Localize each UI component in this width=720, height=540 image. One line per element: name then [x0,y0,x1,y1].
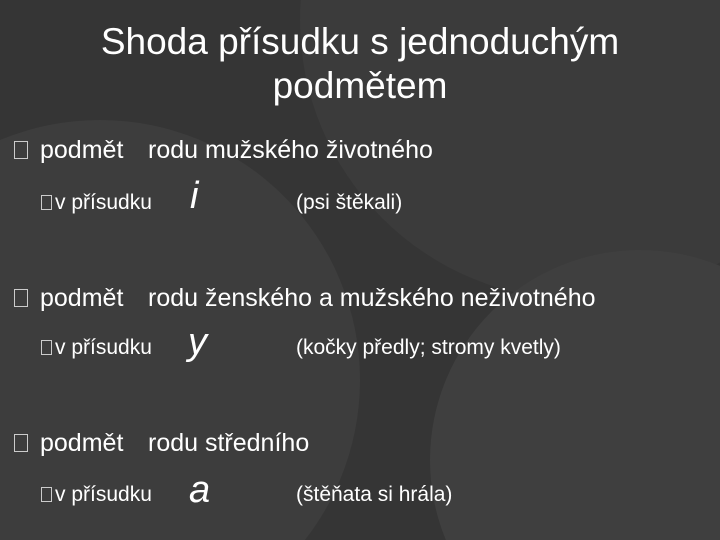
ending-letter: y [188,321,207,363]
slide-title: Shoda přísudku s jednoduchým podmětem [100,21,620,106]
bullet-subject-rest: rodu mužského životného [148,136,433,164]
bullet-item-3 [14,428,309,458]
sub-bullet-item-2 [41,335,152,361]
bullet-subject-word: podmět [40,284,124,312]
ending-letter: i [190,175,199,217]
square-sub-bullet-icon [41,340,52,355]
example-text: (štěňata si hrála) [296,483,453,506]
example-text: (psi štěkali) [296,191,403,214]
sub-bullet-item-1 [41,190,152,216]
square-bullet-icon [14,434,28,452]
bullet-subject-rest: rodu ženského a mužského neživotného [148,284,596,312]
background-decoration [0,120,360,540]
bullet-item-1 [14,135,433,165]
ending-letter: a [189,469,211,511]
bullet-item-2 [14,283,596,313]
example-text: (kočky předly; stromy kvetly) [296,336,561,359]
bullet-subject-word: podmět [40,136,124,164]
sub-bullet-item-3 [41,482,152,508]
square-sub-bullet-icon [41,195,52,210]
bullet-subject-word: podmět [40,429,124,457]
square-sub-bullet-icon [41,487,52,502]
square-bullet-icon [14,289,28,307]
sub-bullet-prefix: v přísudku [55,191,152,214]
square-bullet-icon [14,141,28,159]
bullet-subject-rest: rodu středního [148,429,310,457]
sub-bullet-prefix: v přísudku [55,483,152,506]
sub-bullet-prefix: v přísudku [55,336,152,359]
